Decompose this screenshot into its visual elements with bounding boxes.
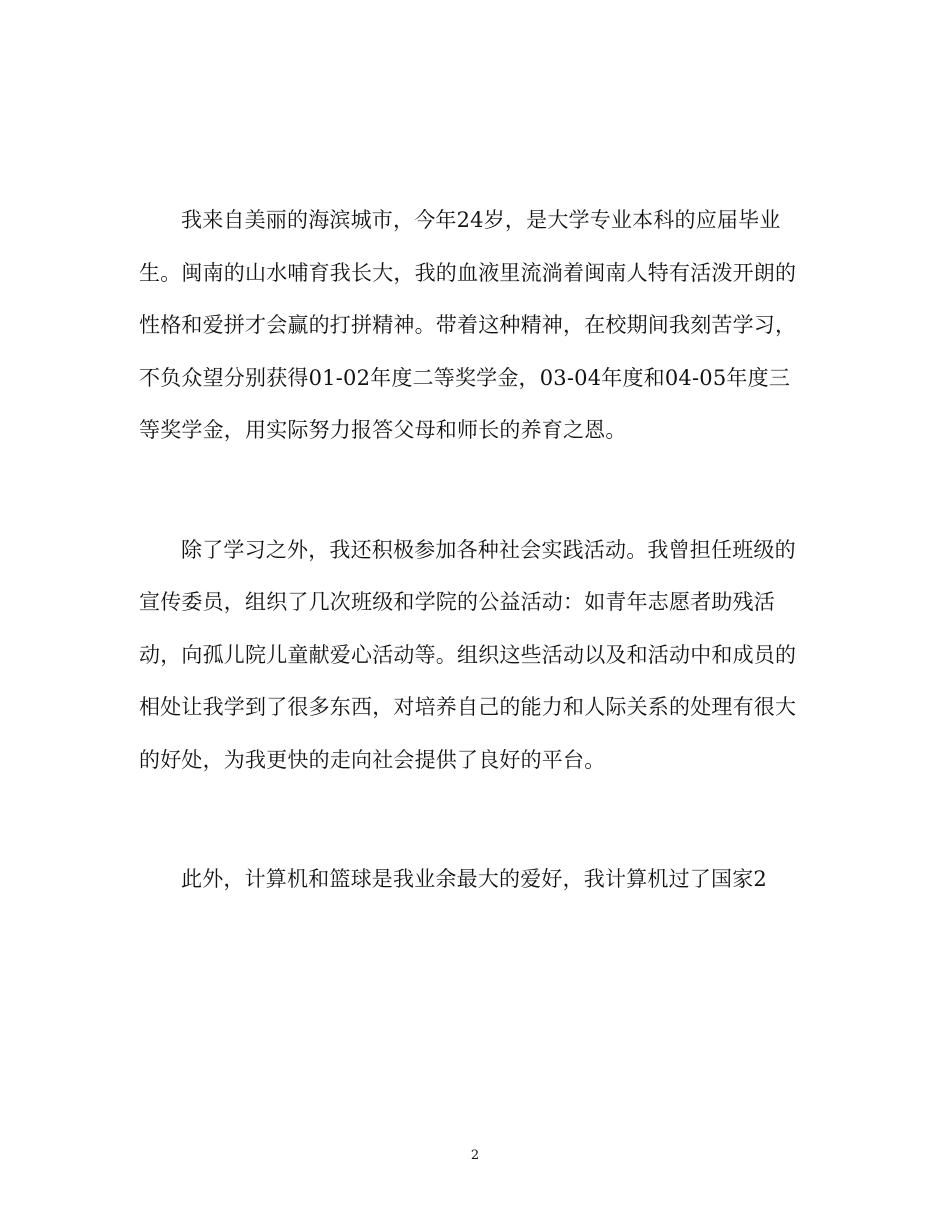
- paragraph-line: 我来自美丽的海滨城市，今年24岁，是大学专业本科的应届毕业: [181, 208, 781, 232]
- paragraph-line: 除了学习之外，我还积极参加各种社会实践活动。我曾担任班级的: [181, 537, 796, 562]
- paragraph-line: 相处让我学到了很多东西，对培养自己的能力和人际关系的处理有很大: [139, 695, 797, 719]
- paragraph-academic: [139, 200, 815, 463]
- paragraph-line: 此外，计算机和篮球是我业余最大的爱好，我计算机过了国家2: [181, 867, 767, 891]
- paragraph-line: 等奖学金，用实际努力报答父母和师长的养育之恩。: [139, 418, 627, 442]
- paragraph-line: 不负众望分别获得01-02年度二等奖学金，03-04年度和04-05年度三: [139, 365, 791, 390]
- paragraph-line: 宣传委员，组织了几次班级和学院的公益活动：如青年志愿者助残活: [139, 590, 775, 614]
- paragraph-line: 性格和爱拼才会赢的打拼精神。带着这种精神，在校期间我刻苦学习，: [139, 313, 797, 337]
- paragraph-line: 生。闽南的山水哺育我长大，我的血液里流淌着闽南人特有活泼开朗的: [139, 260, 797, 285]
- paragraph-spacer: [139, 463, 815, 530]
- paragraph-line: 的好处，为我更快的走向社会提供了良好的平台。: [139, 747, 606, 772]
- paragraph-hobbies: [139, 859, 815, 912]
- paragraph-spacer: [139, 792, 815, 859]
- document-body: [139, 200, 815, 912]
- paragraph-activities: [139, 530, 815, 793]
- page-number: 2: [470, 1148, 480, 1163]
- paragraph-line: 动，向孤儿院儿童献爱心活动等。组织这些活动以及和活动中和成员的: [139, 642, 797, 667]
